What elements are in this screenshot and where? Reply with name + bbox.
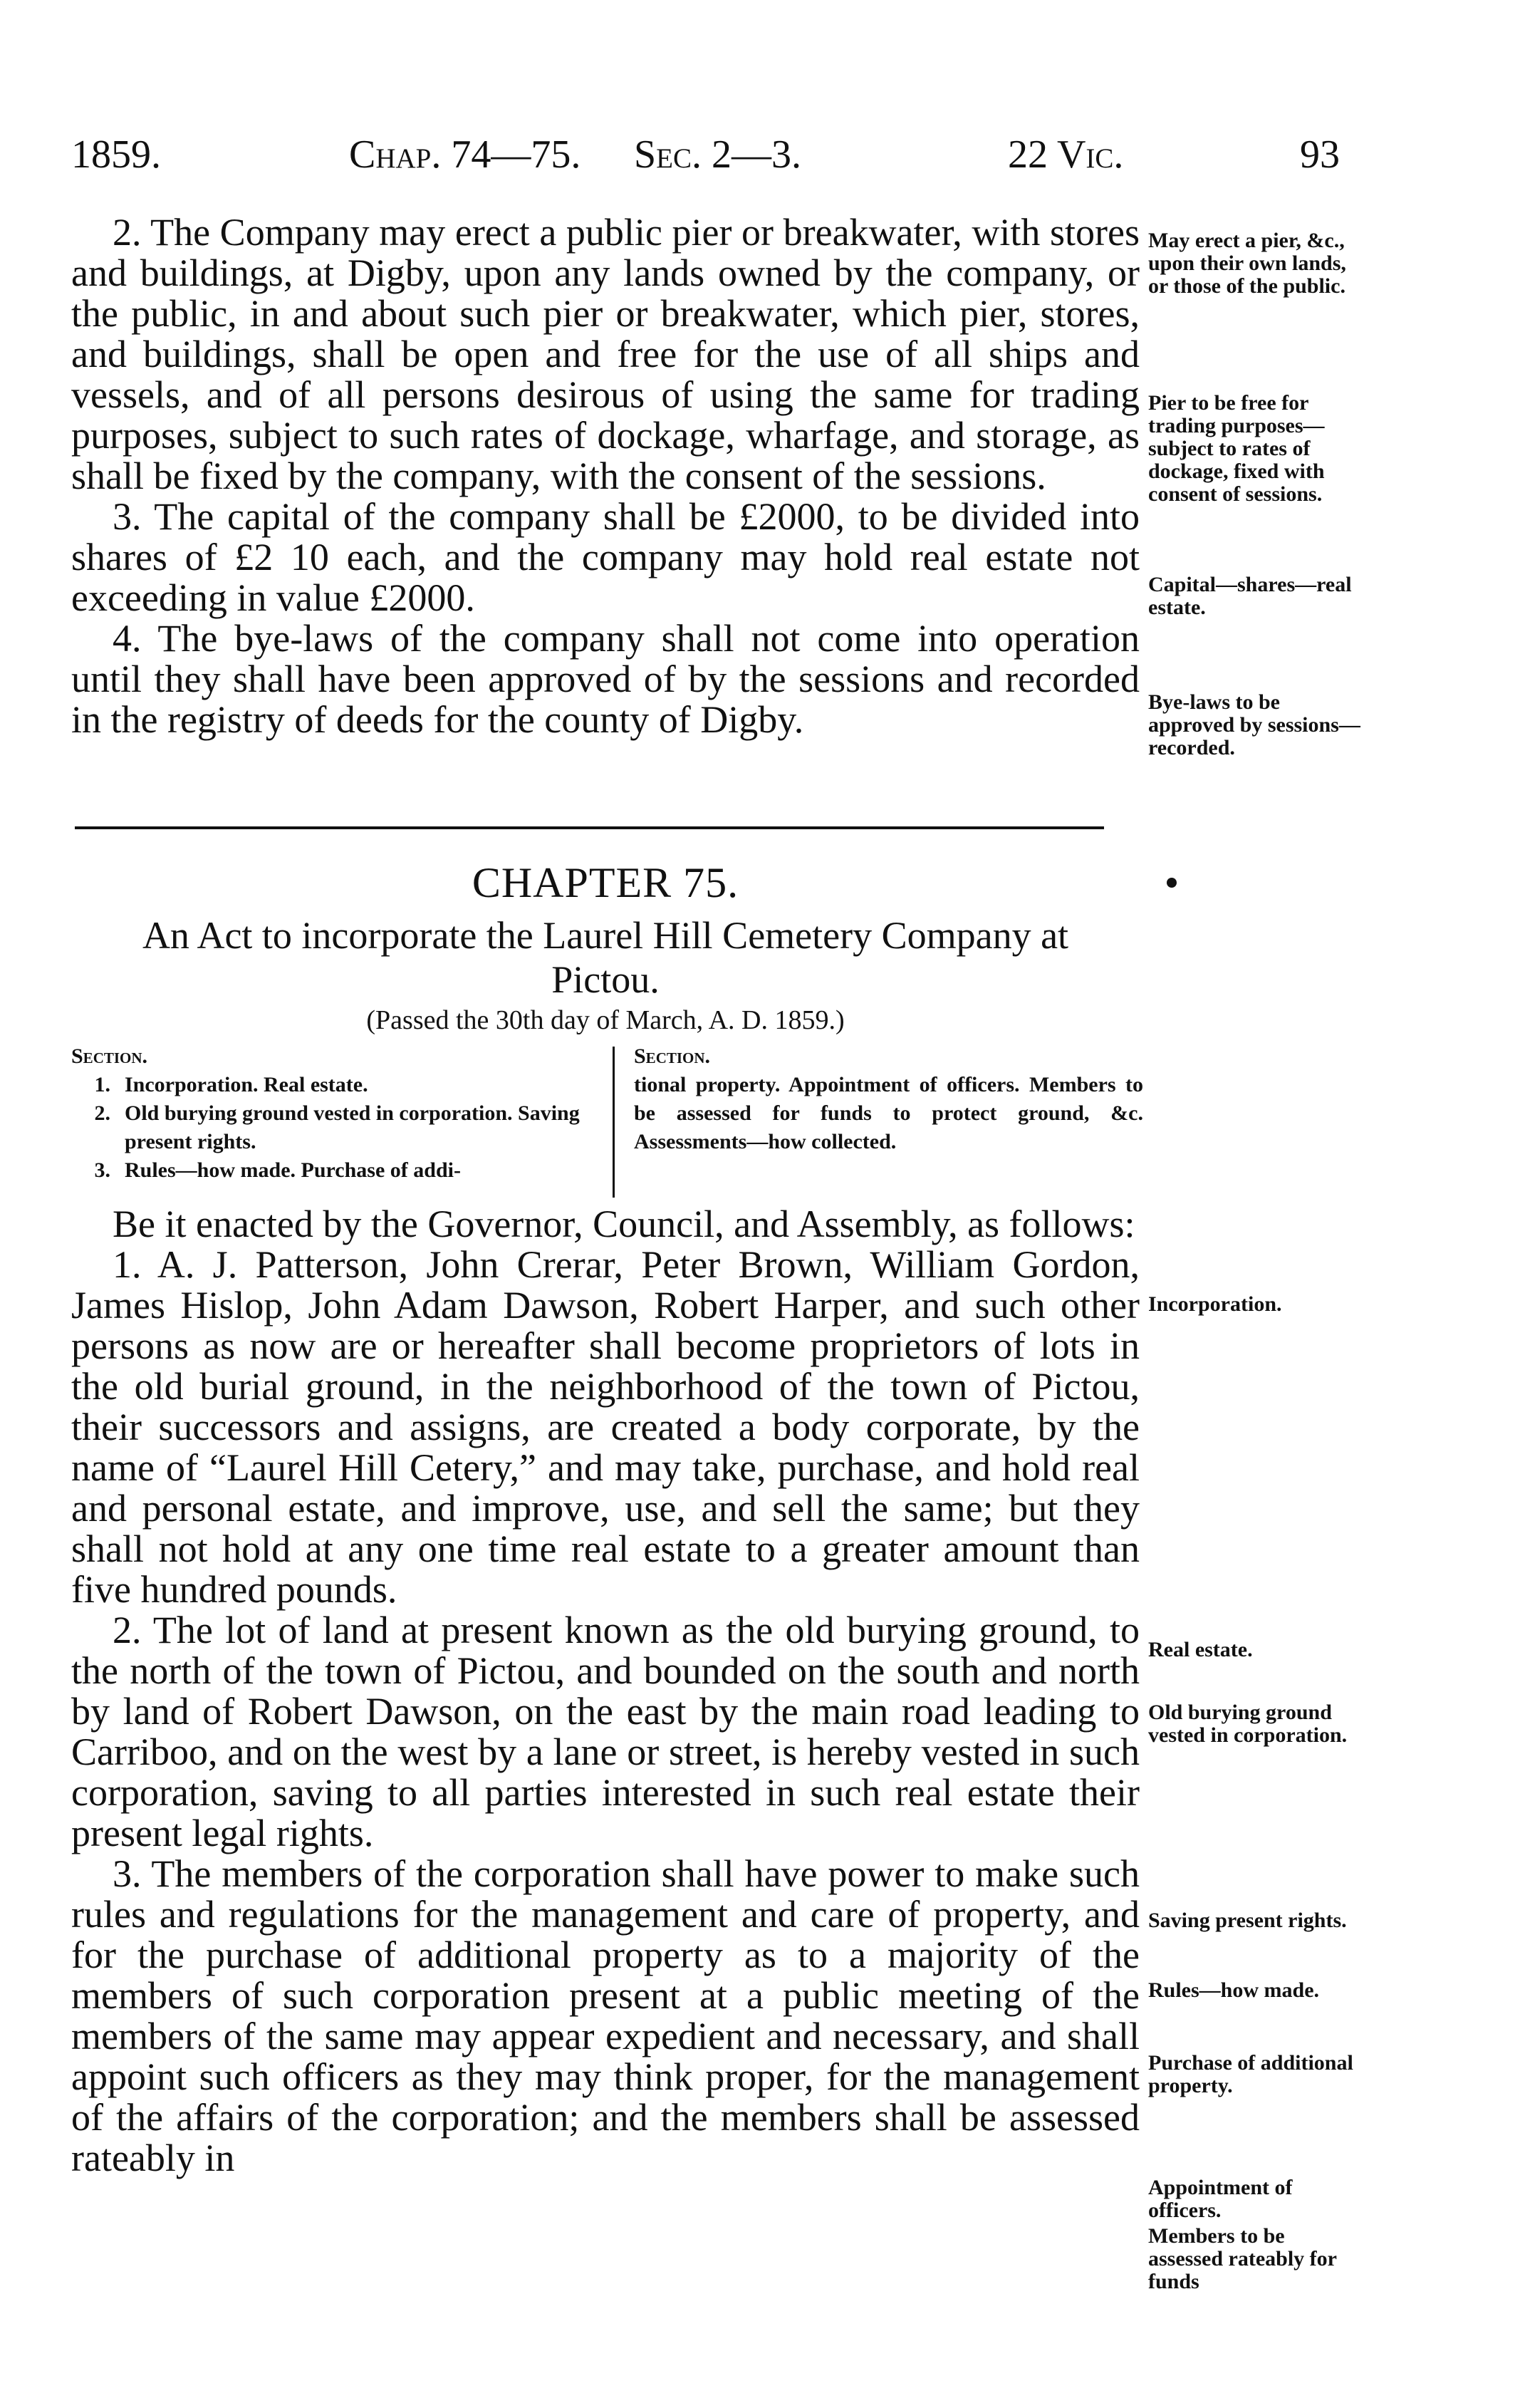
section-paragraph: 3. The capital of the company shall be £2000, to be divided into shares of £2 10 each, and the company may hold real estate not exceeding in value £2000.: [71, 495, 1140, 619]
margin-note: Capital—shares—real estate.: [1148, 573, 1352, 619]
margin-note: Real estate.: [1148, 1638, 1253, 1661]
header-section: Sec. 2—3.: [634, 133, 801, 177]
section-index-item: [71, 1099, 605, 1156]
section-divider: [75, 826, 1104, 829]
margin-note: Bye-laws to be approved by sessions—recorded.: [1148, 690, 1360, 759]
margin-note: Pier to be free for trading purposes—subject to rates of dockage, fixed with consent of sessions.: [1148, 391, 1325, 506]
section-paragraph: 2. The Company may erect a public pier or breakwater, with stores and buildings, at Digby, upon any lands owned by the company, or the public, in and about such pier or breakwater, which pier, stores, and buildings, shall be open and free for the use of all ships and vessels, and of all persons desirous of using the same for trading purposes, subject to such rates of dockage, wharfage, and storage, as shall be fixed by the company, with the consent of the sessions.: [71, 211, 1140, 497]
margin-note: Purchase of additional property.: [1148, 2051, 1353, 2097]
section-index-divider: [613, 1047, 615, 1198]
section-index-header: Section.: [634, 1044, 711, 1068]
section-index-header: Section.: [71, 1044, 148, 1068]
section-index-number: 2.: [94, 1101, 110, 1125]
section-index-item: [71, 1071, 605, 1099]
section-index-left: [71, 1042, 605, 1185]
section-paragraph: 1. A. J. Patterson, John Crerar, Peter Brown, William Gordon, James Hislop, John Adam Dawson, Robert Harper, and such other persons as now are or hereafter shall become proprietors of lots in the old burial ground, in the neighborhood of the town of Pictou, their successors and assigns, are created a body corporate, by the name of “Laurel Hill Cetery,” and may take, purchase, and hold real and personal estate, and improve, use, and sell the same; but they shall not hold at any one time real estate to a greater amount than five hundred pounds.: [71, 1243, 1140, 1611]
section-index-number: 1.: [94, 1073, 110, 1096]
section-paragraph: 2. The lot of land at present known as the old burying ground, to the north of the town of Pictou, and bounded on the south and north by land of Robert Dawson, on the east by the main road leading to Carriboo, and on the west by a lane or street, is hereby vested in such corporation, saving to all parties interested in such real estate their present legal rights.: [71, 1609, 1140, 1854]
margin-note: Incorporation.: [1148, 1292, 1282, 1316]
section-index-number: 3.: [94, 1158, 110, 1182]
section-paragraph: 4. The bye-laws of the company shall not come into operation until they shall have been approved of by the sessions and recorded in the registry of deeds for the county of Digby.: [71, 617, 1140, 741]
margin-note: Appointment of officers.: [1148, 2176, 1293, 2222]
margin-note: May erect a pier, &c., upon their own lands, or those of the public.: [1148, 229, 1346, 298]
section-index-list: [71, 1071, 605, 1185]
margin-note: Members to be assessed rateably for funds: [1148, 2224, 1337, 2293]
passed-date: (Passed the 30th day of March, A. D. 1859.): [366, 1005, 845, 1035]
top-section-body: [71, 212, 1140, 740]
bullet-mark: [1167, 878, 1177, 888]
act-title-line: Pictou.: [551, 958, 660, 1001]
section-paragraph: 3. The members of the corporation shall have power to make such rules and regulations for the management and care of property, and for the purchase of additional property as to a majority of the members of such corporation present at a public meeting of the members of the same may appear expedient and necessary, and shall appoint such officers as they may think proper, for the management of the affairs of the corporation; and the members shall be assessed rateably in: [71, 1852, 1140, 2179]
page-number: 93: [1300, 133, 1340, 177]
section-index-text: Rules—how made. Purchase of addi-: [125, 1158, 461, 1182]
act-title: [71, 913, 1140, 1002]
margin-note: Old burying ground vested in corporation.: [1148, 1701, 1348, 1747]
enacting-clause: Be it enacted by the Governor, Council, and Assembly, as follows:: [113, 1203, 1135, 1245]
margin-note: Rules—how made.: [1148, 1978, 1320, 2002]
section-index-text: Old burying ground vested in corporation. Saving present rights.: [125, 1101, 580, 1153]
act-title-line: An Act to incorporate the Laurel Hill Cemetery Company at: [142, 914, 1069, 957]
margin-note: Saving present rights.: [1148, 1909, 1347, 1932]
running-header: [71, 132, 1339, 189]
section-index-item: [71, 1156, 605, 1185]
header-year: 1859.: [71, 133, 161, 177]
section-index-right: [634, 1042, 1143, 1156]
section-index-continuation: tional property. Appointment of officers. Members to be assessed for funds to protect ground, &c. Assessments—how collected.: [634, 1073, 1143, 1153]
chapter-title: CHAPTER 75.: [472, 859, 739, 906]
section-index-text: Incorporation. Real estate.: [125, 1073, 368, 1096]
header-chapter: Chap. 74—75.: [349, 133, 581, 177]
header-reign: 22 Vic.: [1008, 133, 1124, 177]
chapter-body: [71, 1204, 1140, 2179]
